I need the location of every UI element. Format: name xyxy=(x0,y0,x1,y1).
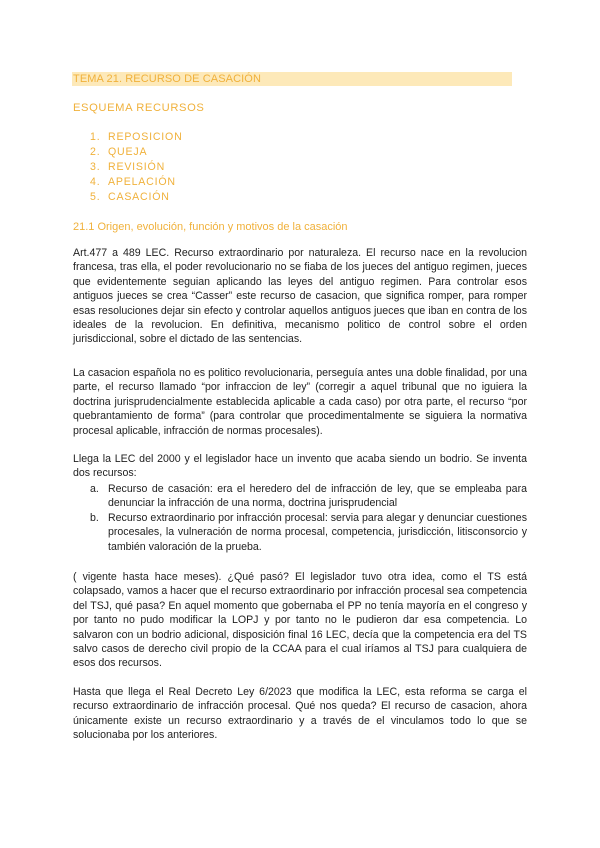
list-item: 5. CASACIÓN xyxy=(90,191,170,203)
document-title: TEMA 21. RECURSO DE CASACIÓN xyxy=(73,73,262,85)
list-item: 4. APELACIÓN xyxy=(90,176,176,188)
scheme-list xyxy=(90,130,183,205)
paragraph-vigente: ( vigente hasta hace meses). ¿Qué pasó? El legislador tuvo otra idea, como el TS está colapsado, vamos a hacer que el recurso extraordinario por infracción procesal sea competencia del TSJ, qué pasa? En aquel momento que gobernaba el PP no tenía mayoría en el congreso y por tanto no pudo modificar la LOPJ y por tanto no le pudieron dar esa competencia. Lo salvaron con un bodrio adicional, disposición final 16 LEC, decía que la competencia era del TS salvo casos de derecho civil propio de la CCAA para el cual iríamos al TSJ para cualquiera de esos dos recursos. xyxy=(73,571,528,670)
paragraph-spanish-casacion: La casacion española no es politico revolucionaria, perseguía antes una doble finalidad, por una parte, el recurso llamado “por infraccion de ley” (corregir a aquel tribunal que no iguiera la doctrina jurisprudencialmente establecida aplicable a cada caso) por otra parte, el recurso “por quebrantamiento de forma” (para controlar que procedimentalmente se siguiera la normativa procesal aplicable, infracción de normas procesales). xyxy=(73,367,527,437)
paragraph-lec-2000: Llega la LEC del 2000 y el legislador hace un invento que acaba siendo un bodrio. Se inventa dos recursos: xyxy=(73,453,527,480)
list-item: 3. REVISIÓN xyxy=(90,161,166,173)
paragraph-rdl-2023: Hasta que llega el Real Decreto Ley 6/2023 que modifica la LEC, esta reforma se carga el recurso extraordinario de infracción procesal. Qué nos queda? El recurso de casacion, ahora únicamente existe un recurso extraordinario y a través de el vinculamos todo lo que se solucionaba por los anteriores. xyxy=(73,686,527,742)
section-heading: 21.1 Origen, evolución, función y motivos de la casación xyxy=(73,221,348,233)
list-item: 2. QUEJA xyxy=(90,146,148,158)
sub-list-a xyxy=(90,482,527,511)
sub-list-item: a. Recurso de casación: era el heredero del de infracción de ley, que se empleaba para denunciar la infracción de una norma, doctrina jurisprudencial xyxy=(90,483,527,510)
list-item: 1. REPOSICION xyxy=(90,131,183,143)
scheme-heading: ESQUEMA RECURSOS xyxy=(73,102,205,114)
sub-list-b xyxy=(90,511,527,554)
paragraph-origin: Art.477 a 489 LEC. Recurso extraordinario por naturaleza. El recurso nace en la revolucion francesa, tras ella, el poder revolucionario no se fiaba de los jueces del antiguo regimen, jueces que evidentemente seguian aplicando las leyes del antiguo regimen. Para controlar esos antiguos jueces se crea “Casser” este recurso de casacion, que significa romper, para romper esas resoluciones dejar sin efecto y controlar aquellos antiguos jueces que iban en contra de los ideales de la revolucion. En definitiva, mecanismo politico de control sobre el orden jurisdiccional, sobre el dictado de las sentencias. xyxy=(73,247,527,346)
sub-list-item: b. Recurso extraordinario por infracción procesal: servia para alegar y denunciar cuestiones procesales, la vulneración de norma procesal, competencia, jurisdicción, litisconsorcio y también valoración de la prueba. xyxy=(90,512,527,553)
